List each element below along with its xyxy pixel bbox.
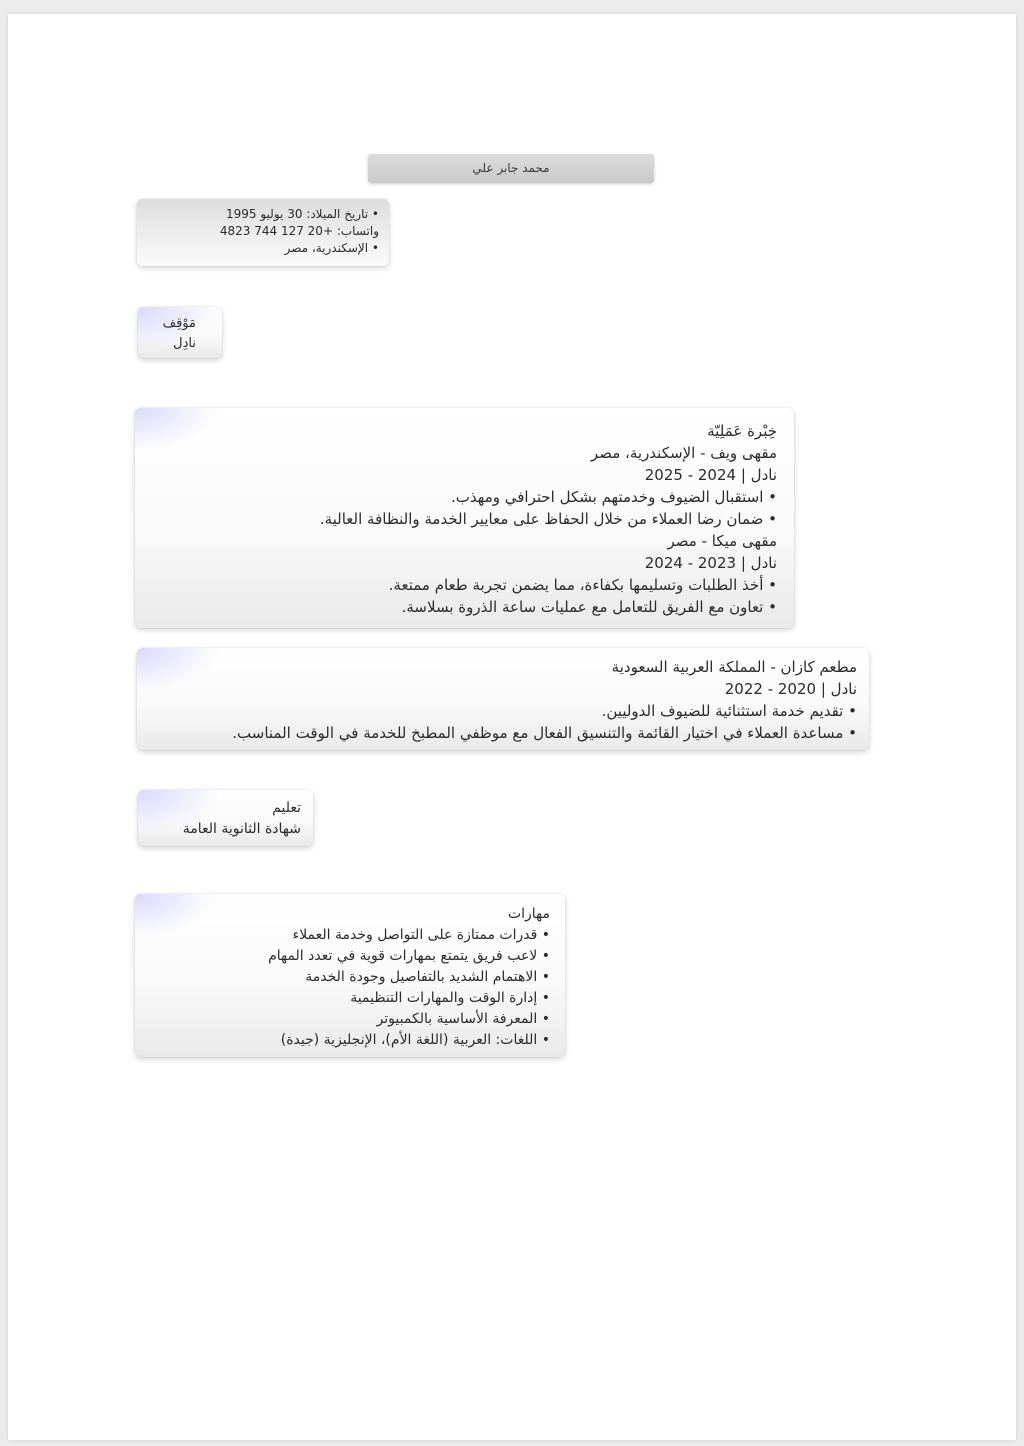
job-duty: • مساعدة العملاء في اختيار القائمة والتنسيق الفعال مع موظفي المطبخ للخدمة في الوقت المناسب.: [147, 722, 857, 744]
job-period: نادل | 2020 - 2022: [724, 680, 857, 698]
experience-section: [135, 408, 794, 628]
birth-date: • تاريخ الميلاد: 30 يوليو 1995: [147, 206, 379, 223]
job-duty: • تقديم خدمة استثنائية للضيوف الدوليين.: [147, 700, 857, 722]
position-heading: مَوْقِف: [162, 316, 196, 331]
education-value: شهادة الثانوية العامة: [182, 821, 301, 837]
position-value: نادِل: [173, 336, 196, 351]
location: • الإسكندرية، مصر: [147, 240, 379, 257]
skills-section: [135, 894, 565, 1057]
skill-item: • اللغات: العربية (اللغة الأم)، الإنجليزية (جيدة): [141, 1030, 550, 1051]
skill-item: • لاعب فريق يتمتع بمهارات قوية في تعدد المهام: [141, 946, 550, 967]
contact-list: [147, 206, 379, 257]
position-section: [138, 307, 222, 358]
job-duty: • أخذ الطلبات وتسليمها بكفاءة، مما يضمن تجربة طعام ممتعة.: [145, 574, 777, 596]
experience-continued-section: [137, 648, 869, 750]
job-period: نادل | 2024 - 2025: [644, 466, 777, 484]
education-section: [138, 790, 313, 846]
job-place: مطعم كازان - المملكة العربية السعودية: [611, 658, 857, 676]
job-place: مقهى ويف - الإسكندرية، مصر: [590, 444, 777, 462]
skill-item: • المعرفة الأساسية بالكمبيوتر: [141, 1009, 550, 1030]
experience-heading: خِبْرة عَمَلِيّة: [707, 422, 777, 440]
skills-heading: مهارات: [507, 906, 550, 922]
job-duty: • استقبال الضيوف وخدمتهم بشكل احترافي ومهذب.: [145, 486, 777, 508]
job-duty: • ضمان رضا العملاء من خلال الحفاظ على معايير الخدمة والنظافة العالية.: [145, 508, 777, 530]
whatsapp-number: واتساب: +20 127 744 4823: [219, 224, 379, 238]
job-period: نادل | 2023 - 2024: [644, 554, 777, 572]
name-header: محمد جابر علي: [368, 154, 654, 183]
skills-list: [141, 925, 550, 1051]
education-heading: تعليم: [272, 800, 301, 816]
job-duty: • تعاون مع الفريق للتعامل مع عمليات ساعة الذروة بسلاسة.: [145, 596, 777, 618]
contact-section: [137, 199, 389, 266]
skill-item: • قدرات ممتازة على التواصل وخدمة العملاء: [141, 925, 550, 946]
job-duties: [145, 486, 777, 530]
job-duties: [147, 700, 857, 744]
job-place: مقهى ميكا - مصر: [667, 532, 777, 550]
job-duties: [145, 574, 777, 618]
skill-item: • إدارة الوقت والمهارات التنظيمية: [141, 988, 550, 1009]
skill-item: • الاهتمام الشديد بالتفاصيل وجودة الخدمة: [141, 967, 550, 988]
